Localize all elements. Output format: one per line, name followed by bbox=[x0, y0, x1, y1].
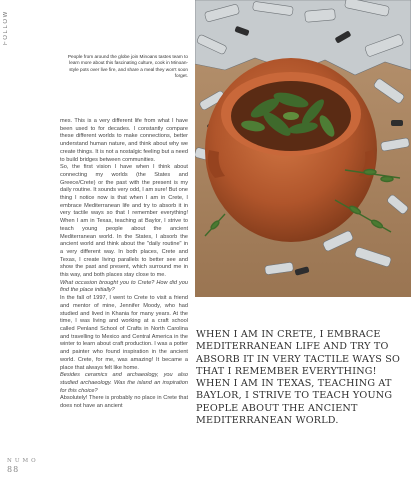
body-paragraph: So, the first vision I have when I think about connecting my worlds (the States and Greece/Crete) or the past with the present is my daily routine. It sounds very odd, I am sure! But one thing I notice now is that when I am in Crete, I embrace Mediterranean life and try to absorb it in very tactile ways so that I remember everything! When I am in Texas, teaching at Baylor, I strive to teach young people about the ancient Mediterranean world. In the States, I absorb the ancient world and think about the "daily routine" in a very different way. In both places, Crete and Texas, I create living parallels to better see and show the past and present, which surround me in this way, and both places stay close to me. bbox=[60, 164, 188, 279]
interview-question: Besides ceramics and archaeology, you also studied archaeology. Was the island an inspiration for this choice? bbox=[60, 372, 188, 394]
body-paragraph: In the fall of 1997, I went to Crete to visit a friend and mentor of mine, Jennifer Moody, who had studied and lived in Khania for many years. At the time, I was living and working at a craft school called Penland School of Crafts in North Carolina and travelling to Mexico and Central America in the winter to learn about craft production. I was a potter and painter who found inspiration in the ancient world. Crete, for me, was amazing! It became a place that always felt like home. bbox=[60, 295, 188, 371]
body-paragraph: mes. This is a very different life from what I have been used to for decades. I constantly compare these different worlds to make connections, better understand human nature, and think about why we create things. It is not a nostalgic feeling but a need to build bridges between communities. bbox=[60, 118, 188, 163]
pull-quote: WHEN I AM IN CRETE, I EMBRACE MEDITERRANEAN LIFE AND TRY TO ABSORB IT IN VERY TACTILE WAYS SO THAT I REMEMBER EVERYTHING! WHEN I AM IN TEXAS, TEACHING AT BAYLOR, I STRIVE TO TEACH YOUNG PEOPLE ABOUT THE ANCIENT MEDITERRANEAN WORLD. bbox=[196, 329, 401, 427]
page-number: 88 bbox=[7, 465, 20, 474]
magazine-brand: NUMO bbox=[7, 458, 39, 464]
clay-pot bbox=[205, 58, 377, 242]
article-body bbox=[60, 118, 188, 411]
body-paragraph: Absolutely! There is probably no place in Crete that does not have an ancient bbox=[60, 395, 188, 410]
photo-clay-pot-with-herbs bbox=[195, 0, 411, 297]
follow-label: FOLLOW bbox=[3, 10, 9, 45]
photo-illustration bbox=[195, 0, 411, 297]
photo-caption: People from around the globe join Minoans tastes team to learn more about this fascinating culture, cook in Minoan-style pots over live fire, and share a meal they won't soon forget. bbox=[67, 54, 188, 78]
interview-question: What occasion brought you to Crete? How did you find the place initially? bbox=[60, 279, 188, 294]
